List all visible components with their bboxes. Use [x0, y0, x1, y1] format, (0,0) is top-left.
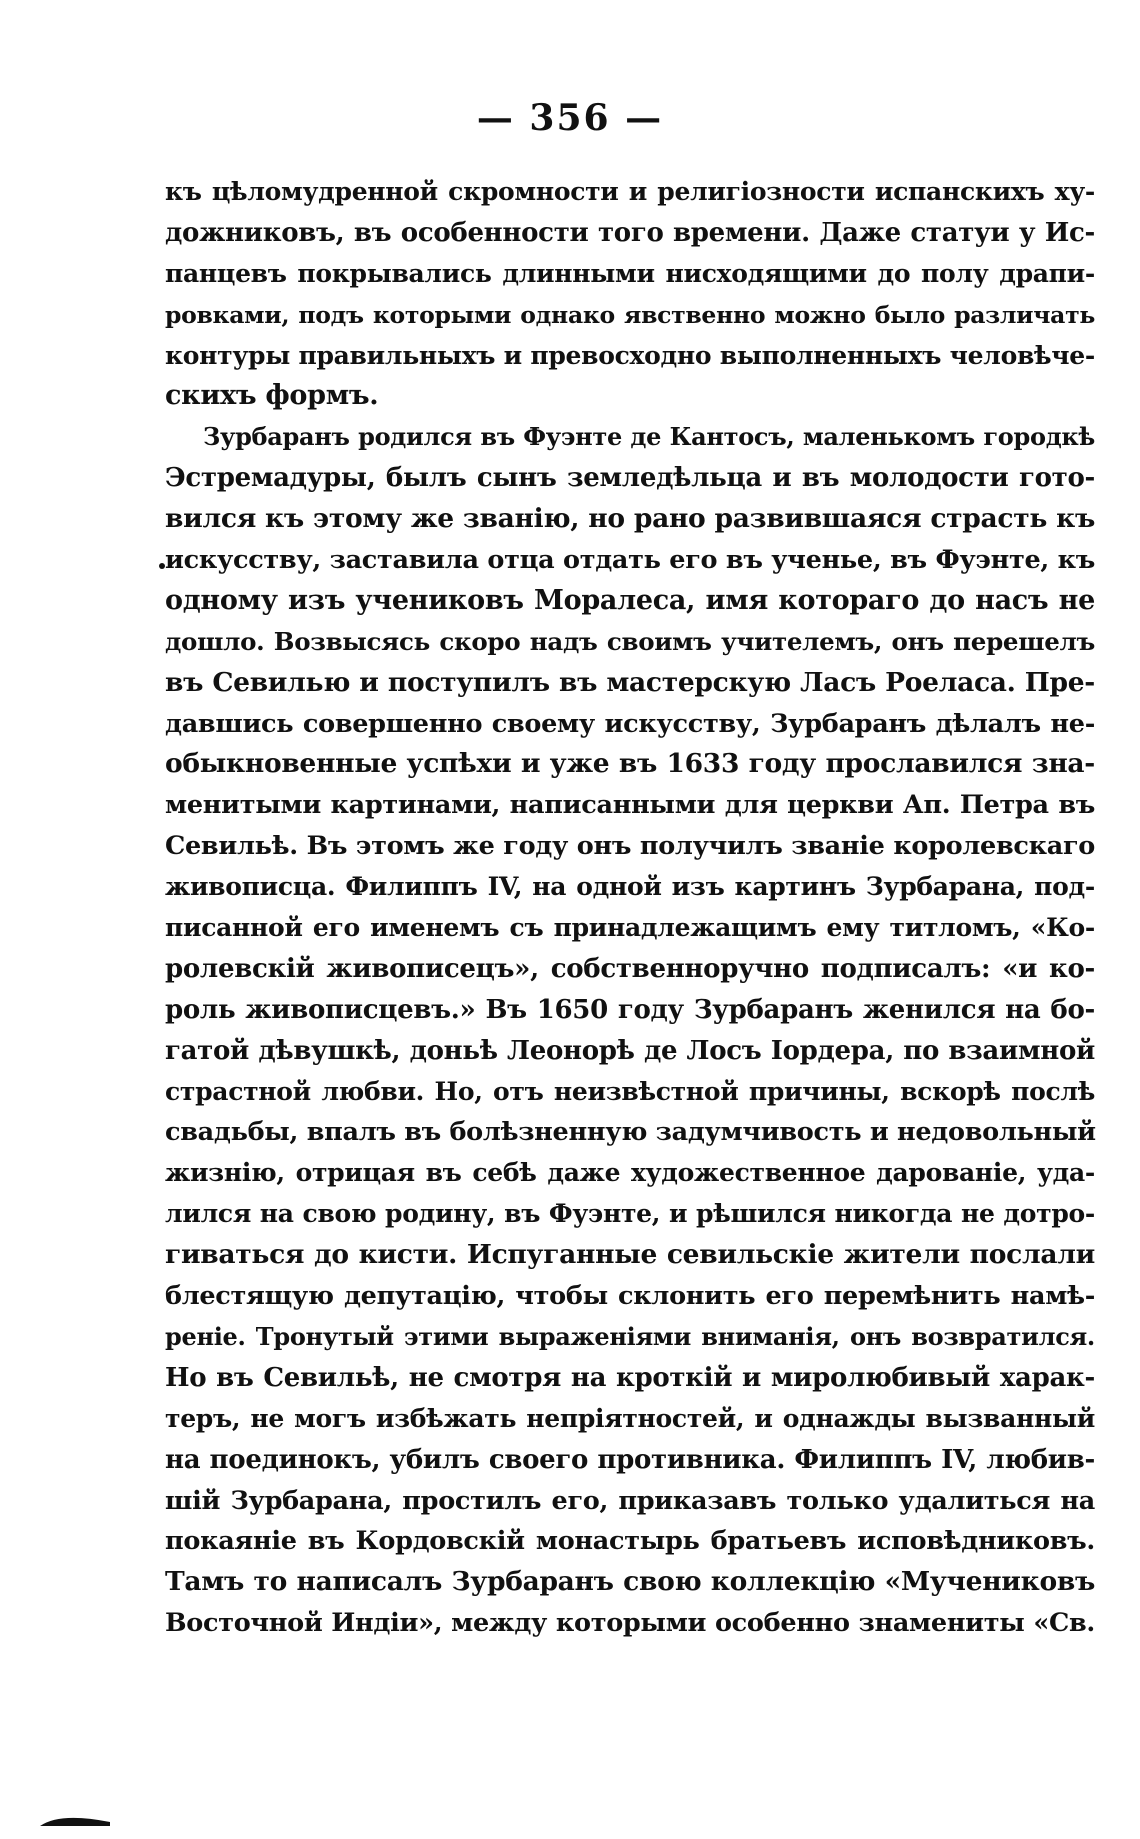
text-line: дошло. Возвысясь скоро надъ своимъ учителемъ, онъ перешелъ	[165, 626, 1095, 656]
text-line: вился къ этому же званію, но рано развившаяся страсть къ	[165, 503, 1095, 535]
text-line: одному изъ учениковъ Моралеса, имя котораго до насъ не	[165, 584, 1095, 616]
ink-speck	[159, 563, 165, 569]
text-line: лился на свою родину, въ Фуэнте, и рѣшился никогда не дотро-	[165, 1199, 1095, 1229]
text-line: скихъ формъ.	[165, 380, 379, 412]
scan-artifact-mark	[40, 1812, 110, 1826]
text-line: Севильѣ. Въ этомъ же году онъ получилъ званіе королевскаго	[165, 831, 1095, 862]
body-text	[165, 172, 1095, 1644]
text-line: гиваться до кисти. Испуганные севильскіе жители послали	[165, 1239, 1095, 1271]
text-line: обыкновенные успѣхи и уже въ 1633 году прославился зна-	[165, 748, 1095, 780]
text-line: на поединокъ, убилъ своего противника. Филиппъ IV, любив-	[165, 1444, 1095, 1475]
text-line: дожниковъ, въ особенности того времени. Даже статуи у Ис-	[165, 217, 1095, 248]
text-line: свадьбы, впалъ въ болѣзненную задумчивость и недовольный	[165, 1117, 1096, 1148]
text-line: покаяніе въ Кордовскій монастырь братьевъ исповѣдниковъ.	[165, 1526, 1095, 1557]
text-line: блестящую депутацію, чтобы склонить его перемѣнить намѣ-	[165, 1281, 1095, 1312]
text-line: теръ, не могъ избѣжать непріятностей, и однажды вызванный	[165, 1403, 1095, 1433]
text-line: въ Севилью и поступилъ въ мастерскую Ласъ Роеласа. Пре-	[165, 666, 1095, 698]
paragraph-start-line: Зурбаранъ родился въ Фуэнте де Кантосъ, маленькомъ городкѣ	[203, 422, 1095, 452]
text-line: писанной его именемъ съ принадлежащимъ ему титломъ, «Ко-	[165, 913, 1095, 943]
text-line: Восточной Индіи», между которыми особенно знамениты «Св.	[165, 1608, 1095, 1639]
text-line: менитыми картинами, написанными для церкви Ап. Петра въ	[165, 790, 1095, 821]
text-line: шій Зурбарана, простилъ его, приказавъ только удалиться на	[165, 1485, 1095, 1516]
text-line: гатой дѣвушкѣ, доньѣ Леонорѣ де Лосъ Іордера, по взаимной	[165, 1035, 1095, 1066]
text-line: Но въ Севильѣ, не смотря на кроткій и миролюбивый харак-	[165, 1362, 1095, 1393]
text-line: Эстремадуры, былъ сынъ земледѣльца и въ молодости гото-	[165, 463, 1095, 494]
text-line: къ цѣломудренной скромности и религіозности испанскихъ ху-	[165, 177, 1095, 206]
text-line: живописца. Филиппъ IV, на одной изъ картинъ Зурбарана, под-	[165, 872, 1095, 902]
text-line: ролевскій живописецъ», собственноручно подписалъ: «и ко-	[165, 953, 1095, 984]
text-line: контуры правильныхъ и превосходно выполненныхъ человѣче-	[165, 340, 1095, 370]
text-line: реніе. Тронутый этими выраженіями вниманія, онъ возвратился.	[165, 1321, 1095, 1351]
text-line: искусству, заставила отца отдать его въ ученье, въ Фуэнте, къ	[165, 545, 1095, 576]
text-line: Тамъ то написалъ Зурбаранъ свою коллекцію «Мучениковъ	[165, 1566, 1095, 1598]
text-line: ровками, подъ которыми однако явственно можно было различать	[165, 300, 1095, 329]
page-number: — 356 —	[476, 97, 664, 139]
text-line: давшись совершенно своему искусству, Зурбаранъ дѣлалъ не-	[165, 708, 1095, 739]
text-line: роль живописцевъ.» Въ 1650 году Зурбаранъ женился на бо-	[165, 994, 1095, 1025]
text-line: панцевъ покрывались длинными нисходящими до полу драпи-	[165, 258, 1095, 288]
text-line: жизнію, отрицая въ себѣ даже художественное дарованіе, уда-	[165, 1158, 1095, 1188]
text-line: страстной любви. Но, отъ неизвѣстной причины, вскорѣ послѣ	[165, 1076, 1095, 1106]
